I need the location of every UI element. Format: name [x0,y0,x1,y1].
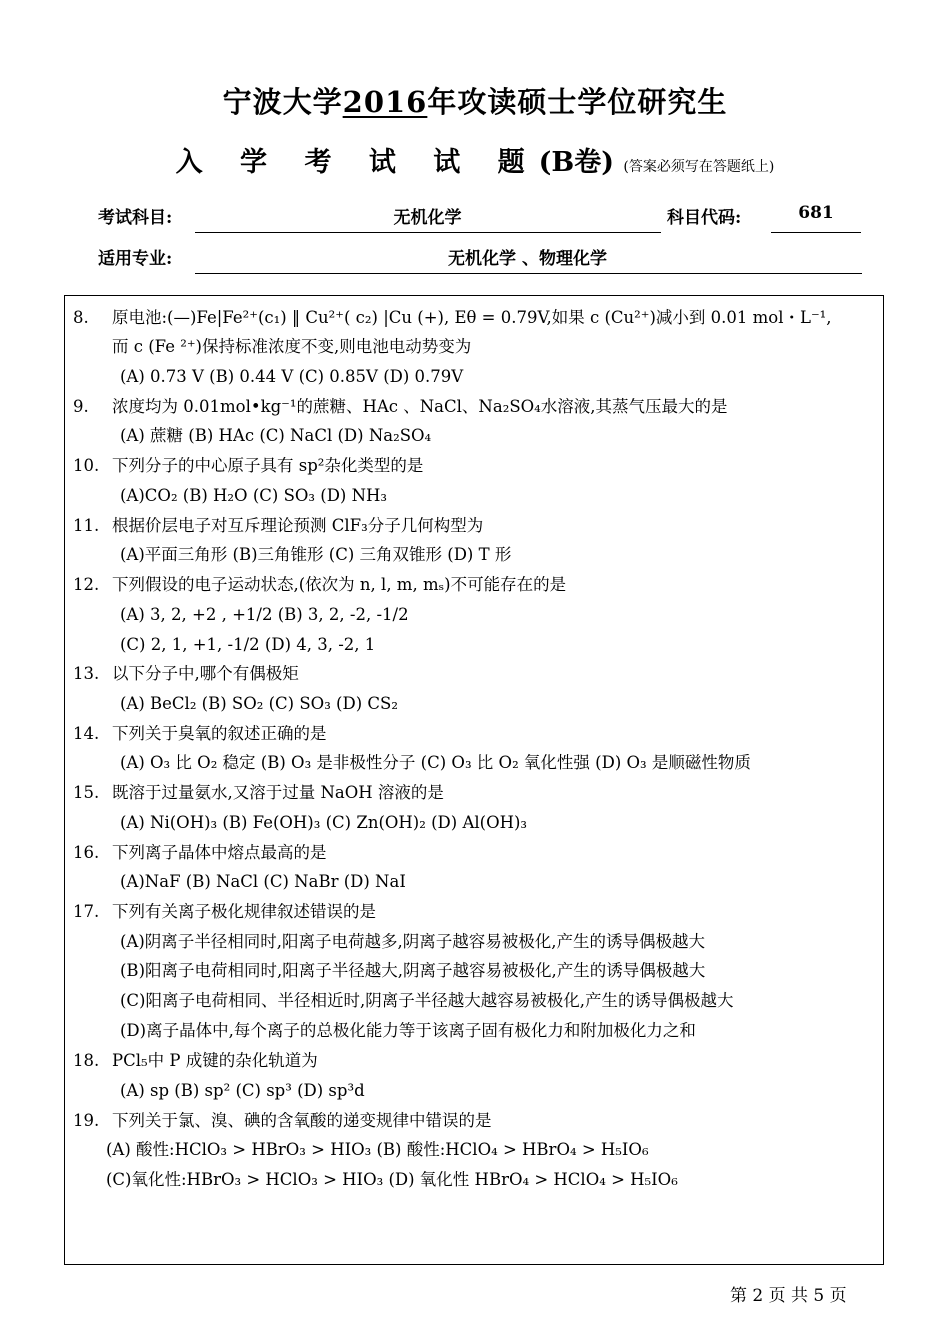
subject-value: 无机化学 [393,208,462,228]
option-line: (A) O₃ 比 O₂ 稳定 (B) O₃ 是非极性分子 (C) O₃ 比 O₂ 氧化性强 (D) O₃ 是顺磁性物质 [120,753,751,772]
exam-subtitle [0,140,950,179]
question-line: PCl₅中 P 成键的杂化轨道为 [112,1051,318,1070]
option-line: (A)CO₂ (B) H₂O (C) SO₃ (D) NH₃ [120,486,388,505]
code-value: 681 [798,203,834,223]
title-suffix: 年攻读硕士学位研究生 [427,85,728,119]
question-number: 16. [73,843,100,862]
question-number: 17. [73,902,100,921]
title-year: 2016 [342,85,428,119]
question-line: 而 c (Fe ²⁺)保持标准浓度不变,则电池电动势变为 [112,337,472,356]
question-number: 8. [73,308,89,327]
question-line: 下列假设的电子运动状态,(依次为 n, l, m, mₛ)不可能存在的是 [112,575,567,594]
question-line: 下列关于臭氧的叙述正确的是 [112,724,327,743]
option-line: (A) 3, 2, +2 , +1/2 (B) 3, 2, -2, -1/2 [120,605,409,624]
title-prefix: 宁波大学 [222,85,343,119]
question-number: 14. [73,724,100,743]
subject-underline [195,232,661,233]
question-line: 下列分子的中心原子具有 sp²杂化类型的是 [112,456,424,475]
major-underline [195,273,862,274]
answer-note: (答案必须写在答题纸上) [623,159,775,175]
question-number: 13. [73,664,100,683]
option-line: (A)平面三角形 (B)三角锥形 (C) 三角双锥形 (D) T 形 [120,545,512,564]
question-line: 根据价层电子对互斥理论预测 ClF₃分子几何构型为 [112,516,484,535]
code-label: 科目代码: [667,208,742,228]
question-number: 15. [73,783,100,802]
question-number: 19. [73,1111,100,1130]
code-underline [771,232,861,233]
question-line: 下列有关离子极化规律叙述错误的是 [112,902,376,921]
paper-type: (B卷) [538,147,615,178]
option-line: (A) sp (B) sp² (C) sp³ (D) sp³d [120,1081,365,1100]
option-line: (A) 蔗糖 (B) HAc (C) NaCl (D) Na₂SO₄ [120,426,432,445]
option-line: (C)氧化性:HBrO₃ > HClO₃ > HIO₃ (D) 氧化性 HBrO₄ > HClO₄ > H₅IO₆ [106,1170,678,1189]
question-line: 原电池:(—)Fe|Fe²⁺(c₁) ‖ Cu²⁺( c₂) |Cu (+), Eθ = 0.79V,如果 c (Cu²⁺)减小到 0.01 mol・L⁻¹, [112,308,832,327]
option-line: (D)离子晶体中,每个离子的总极化能力等于该离子固有极化力和附加极化力之和 [120,1021,696,1040]
major-value: 无机化学 、物理化学 [448,249,607,269]
major-label: 适用专业: [98,249,173,269]
option-line: (A) BeCl₂ (B) SO₂ (C) SO₃ (D) CS₂ [120,694,398,713]
exam-title [0,80,950,121]
option-line: (B)阳离子电荷相同时,阳离子半径越大,阴离子越容易被极化,产生的诱导偶极越大 [120,961,706,980]
subject-label: 考试科目: [98,208,173,228]
option-line: (A)NaF (B) NaCl (C) NaBr (D) NaI [120,872,406,891]
option-line: (A)阴离子半径相同时,阳离子电荷越多,阴离子越容易被极化,产生的诱导偶极越大 [120,932,706,951]
question-number: 9. [73,397,89,416]
page-number: 第 2 页 共 5 页 [730,1286,847,1306]
question-line: 下列离子晶体中熔点最高的是 [112,843,327,862]
option-line: (C)阳离子电荷相同、半径相近时,阴离子半径越大越容易被极化,产生的诱导偶极越大 [120,991,734,1010]
option-line: (C) 2, 1, +1, -1/2 (D) 4, 3, -2, 1 [120,635,376,654]
question-line: 既溶于过量氨水,又溶于过量 NaOH 溶液的是 [112,783,444,802]
question-line: 浓度均为 0.01mol•kg⁻¹的蔗糖、HAc 、NaCl、Na₂SO₄水溶液,其蒸气压最大的是 [112,397,728,416]
question-line: 以下分子中,哪个有偶极矩 [112,664,299,683]
question-number: 10. [73,456,100,475]
subtitle-text: 入 学 考 试 试 题 [175,147,539,178]
question-number: 11. [73,516,100,535]
question-number: 18. [73,1051,100,1070]
option-line: (A) Ni(OH)₃ (B) Fe(OH)₃ (C) Zn(OH)₂ (D) Al(OH)₃ [120,813,528,832]
question-line: 下列关于氯、溴、碘的含氧酸的递变规律中错误的是 [112,1111,492,1130]
option-line: (A) 酸性:HClO₃ > HBrO₃ > HIO₃ (B) 酸性:HClO₄ > HBrO₄ > H₅IO₆ [106,1140,649,1159]
option-line: (A) 0.73 V (B) 0.44 V (C) 0.85V (D) 0.79V [120,367,464,386]
question-number: 12. [73,575,100,594]
